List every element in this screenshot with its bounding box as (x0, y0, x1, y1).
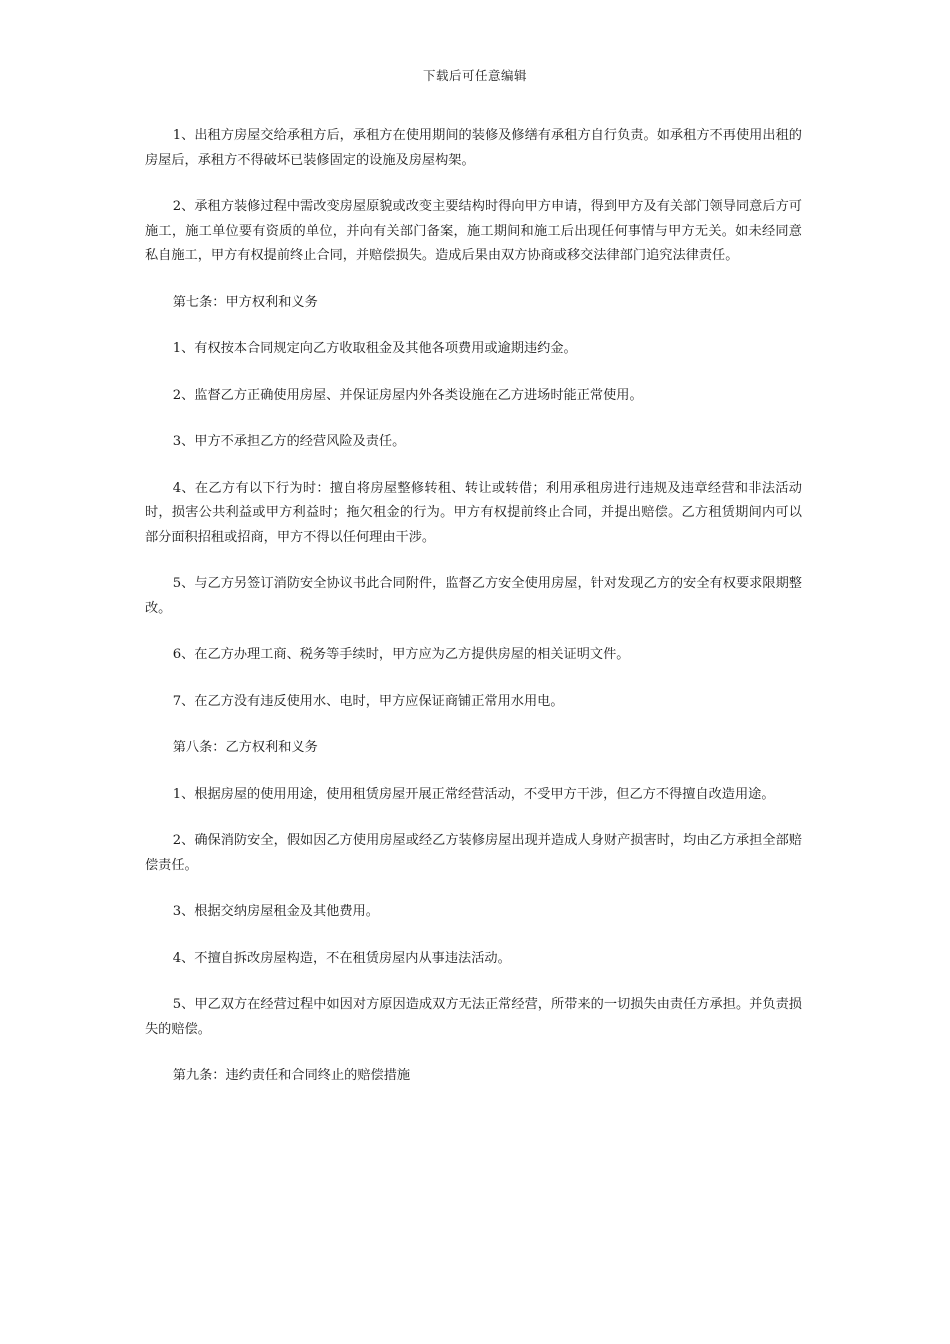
paragraph-party-a-right-1: 1、有权按本合同规定向乙方收取租金及其他各项费用或逾期违约金。 (172, 341, 577, 356)
paragraph-party-a-right-6: 6、在乙方办理工商、税务等手续时，甲方应为乙方提供房屋的相关证明文件。 (172, 647, 630, 662)
paragraph-party-b-right-5: 5、甲乙双方在经营过程中如因对方原因造成双方无法正常经营，所带来的一切损失由责任方承担。并负责损失的赔偿。 (145, 997, 802, 1037)
paragraph-party-b-right-3: 3、根据交纳房屋租金及其他费用。 (172, 904, 379, 919)
paragraph-party-a-right-7: 7、在乙方没有违反使用水、电时，甲方应保证商铺正常用水用电。 (172, 693, 564, 709)
paragraph-party-a-right-3: 3、甲方不承担乙方的经营风险及责任。 (172, 434, 406, 449)
section-heading-article-9: 第九条：违约责任和合同终止的赔偿措施 (172, 1068, 411, 1083)
paragraph-party-a-right-5: 5、与乙方另签订消防安全协议书此合同附件，监督乙方安全使用房屋，针对发现乙方的安全有权要求限期整改。 (145, 576, 802, 616)
paragraph-party-a-right-4: 4、在乙方有以下行为时：擅自将房屋整修转租、转让或转借；利用承租房进行违规及违章经营和非法活动时，损害公共利益或甲方利益时；拖欠租金的行为。甲方有权提前终止合同，并提出赔偿。乙方租赁期间内可以部分面积招租或招商，甲方不得以任何理由干涉。 (145, 480, 802, 545)
paragraph-party-b-right-4: 4、不擅自拆改房屋构造，不在租赁房屋内从事违法活动。 (172, 950, 511, 966)
paragraph-party-b-right-2: 2、确保消防安全，假如因乙方使用房屋或经乙方装修房屋出现并造成人身财产损害时，均由乙方承担全部赔偿责任。 (145, 833, 802, 873)
paragraph-tenant-renovation-responsibility: 1、出租方房屋交给承租方后，承租方在使用期间的装修及修缮有承租方自行负责。如承租方不再使用出租的房屋后，承租方不得破坏已装修固定的设施及房屋构架。 (145, 128, 802, 168)
document-body (145, 124, 802, 1111)
section-heading-article-7: 第七条：甲方权利和义务 (172, 294, 318, 310)
paragraph-party-b-right-1: 1、根据房屋的使用用途，使用租赁房屋开展正常经营活动，不受甲方干涉，但乙方不得擅自改造用途。 (172, 786, 775, 802)
paragraph-party-a-right-2: 2、监督乙方正确使用房屋、并保证房屋内外各类设施在乙方进场时能正常使用。 (172, 387, 643, 403)
paragraph-structural-change-approval: 2、承租方装修过程中需改变房屋原貌或改变主要结构时得向甲方申请，得到甲方及有关部门领导同意后方可施工，施工单位要有资质的单位，并向有关部门备案，施工期间和施工后出现任何事情与甲方无关。如未经同意私自施工，甲方有权提前终止合同，并赔偿损失。造成后果由双方协商或移交法律部门追究法律责任。 (145, 199, 802, 263)
page-header: 下载后可任意编辑 (422, 68, 527, 83)
section-heading-article-8: 第八条：乙方权利和义务 (172, 740, 318, 755)
